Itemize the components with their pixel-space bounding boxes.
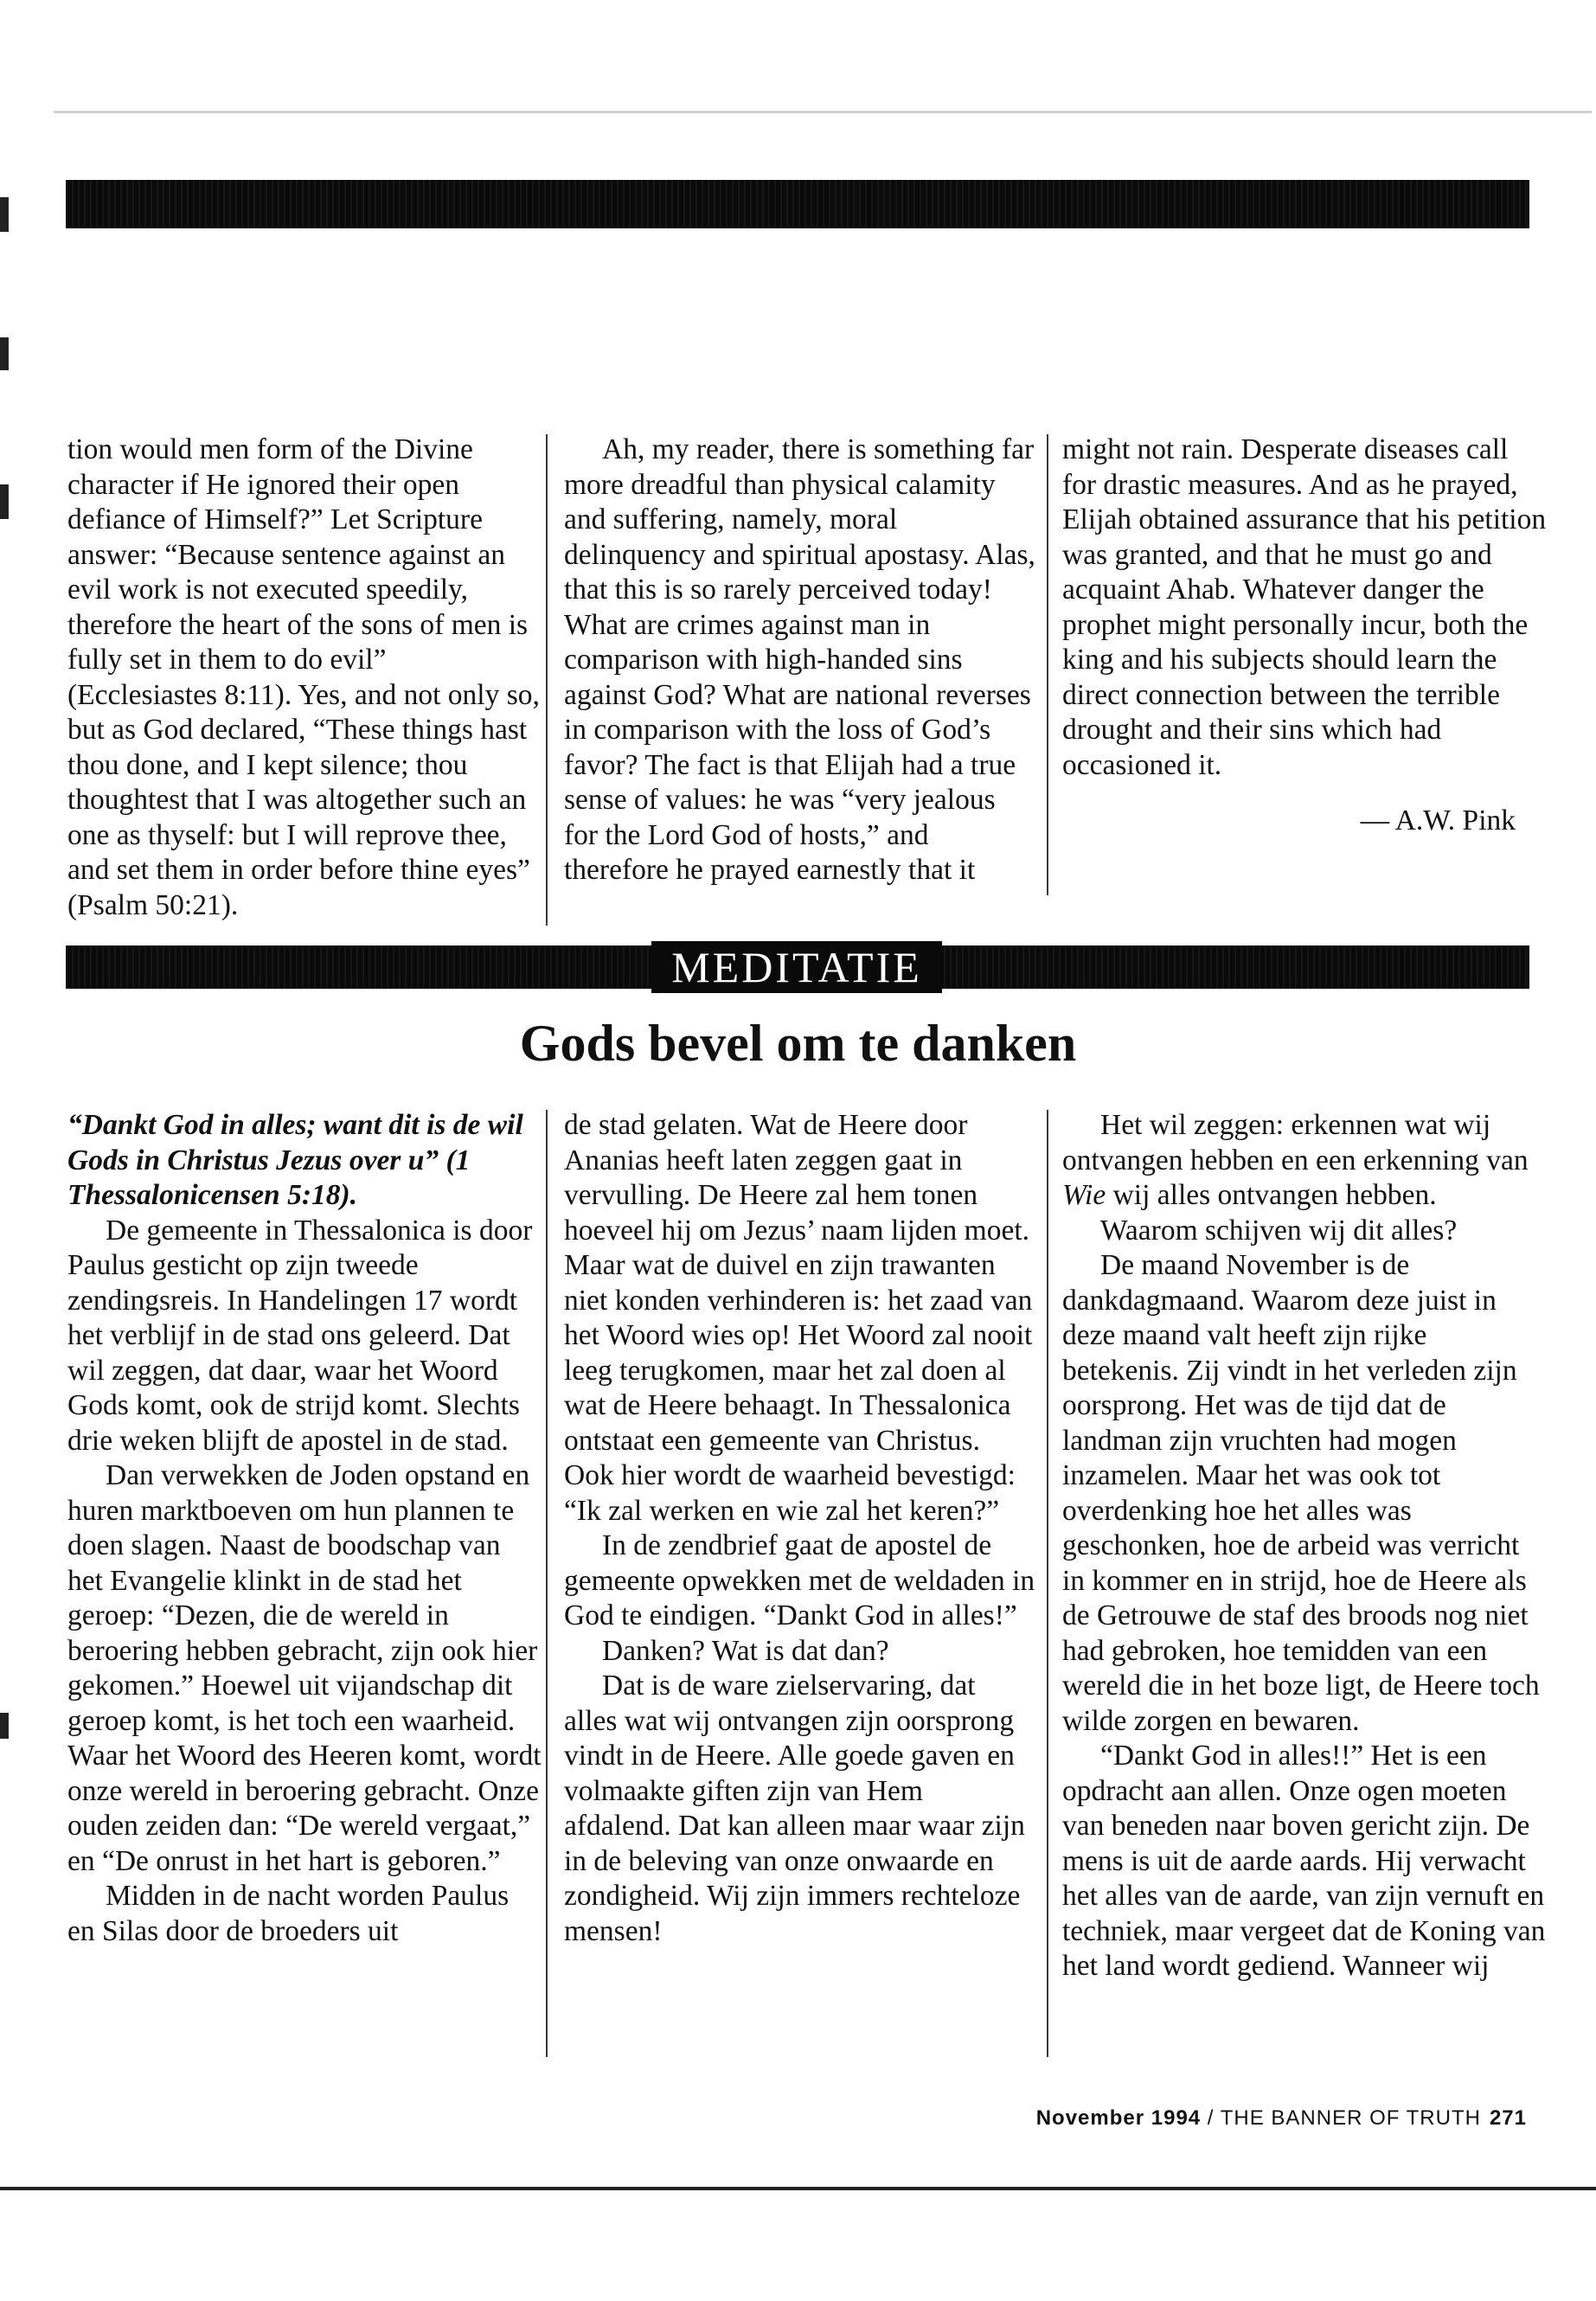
emphasis-word: Wie [1062,1179,1106,1211]
paragraph: Dat is de ware zielservaring, dat alles wat wij ontvangen zijn oorsprong vindt in de Heere. Alle goede gaven en volmaakte giften zijn van Hem afdalend. Dat kan alleen maar waar zijn in de beleving van onze onwaarde en zondigheid. Wij zijn immers rechteloze mensen! [564,1670,1025,1947]
meditation-headline: Gods bevel om te danken [519,1015,1077,1072]
article-column-1 [67,433,542,923]
column-rule [1047,434,1048,895]
scan-edge-marks [0,0,10,2301]
meditation-column-1 [67,1108,542,1949]
footer-date: November 1994 [1035,2106,1202,2130]
top-rule [54,111,1592,113]
footer-separator: / [1201,2106,1221,2130]
paragraph: De gemeente in Thessalonica is door Paulus gesticht op zijn tweede zendingsreis. In Handelingen 17 wordt het verblijf in de stad ons geleerd. Dat wil zeggen, dat daar, waar het Woord Gods komt, ook de strijd komt. Slechts drie weken blijft de apostel in de stad. [67,1214,533,1457]
author-signature: — A.W. Pink [1360,804,1516,836]
text-run: wij alles ontvangen hebben. [1106,1179,1437,1211]
column-rule [546,1110,548,2057]
text-run: Het wil zeggen: erkennen wat wij ontvangen hebben en een erkenning van [1062,1109,1529,1176]
section-label: MEDITATIE [651,941,942,993]
article-col1-text: tion would men form of the Divine character if He ignored their open defiance of Himself?” Let Scripture answer: “Because sentence against an evil work is not executed speedily, therefore the heart of the sons of men is fully set in them to do evil” (Ecclesiastes 8:11). Yes, and not only so, but as God declared, “These things hast thou done, and I kept silence; thou thoughtest that I was altogether such an one as thyself: but I will reprove thee, and set them in order before thine eyes” (Psalm 50:21). [67,433,540,921]
paragraph: “Dankt God in alles!!” Het is een opdracht aan allen. Onze ogen moeten van beneden naar boven gericht zijn. De mens is uit de aarde aards. Hij verwacht het alles van de aarde, van zijn vernuft en techniek, maar vergeet dat de Koning van het land wordt gediend. Wanneer wij [1062,1740,1546,1982]
paragraph: de stad gelaten. Wat de Heere door Ananias heeft laten zeggen gaat in vervulling. De Heere zal hem tonen hoeveel hij om Jezus’ naam lijden moet. Maar wat de duivel en zijn trawanten niet konden verhinderen is: het zaad van het Woord wies op! Het Woord zal nooit leeg terugkomen, maar het zal doen al wat de Heere behaagt. In Thessalonica ontstaat een gemeente van Christus. Ook hier wordt de waarheid bevestigd: “Ik zal werken en wie zal het keren?” [564,1109,1033,1527]
paragraph: Midden in de nacht worden Paulus en Silas door de broeders uit [67,1880,510,1947]
bottom-rule [0,2187,1596,2190]
page-number: 271 [1489,2106,1527,2130]
paragraph: Waarom schijven wij dit alles? [1100,1214,1458,1247]
top-black-band [66,180,1529,228]
article-column-3 [1062,433,1547,839]
column-rule [546,434,548,926]
paragraph: Danken? Wat is dat dan? [602,1634,889,1667]
article-column-2 [564,433,1035,888]
meditation-column-3 [1062,1108,1547,1984]
paragraph: De maand November is de dankdagmaand. Waarom deze juist in deze maand valt heeft zijn rijke betekenis. Zij vindt in het verleden zijn oorsprong. Het was de tijd dat de landman zijn vruchten had mogen inzamelen. Maar het was ook tot overdenking hoe het alles was geschonken, hoe de arbeid was verricht in kommer en in strijd, hoe de Heere als de Getrouwe de staf des broods nog niet had gebroken, hoe temidden van een wereld die in het boze ligt, de Heere toch wilde zorgen en bewaren. [1062,1249,1540,1737]
paragraph: In de zendbrief gaat de apostel de gemeente opwekken met de weldaden in God te eindigen. “Dankt God in alles!” [564,1529,1035,1631]
footer-publication: THE BANNER OF TRUTH [1220,2106,1481,2130]
scripture-quote: “Dankt God in alles; want dit is de wil Gods in Christus Jezus over u” (1 Thessalonicensen 5:18). [67,1109,523,1211]
paragraph [1062,1108,1547,1214]
column-rule [1047,1110,1048,2057]
page-footer [1036,2104,1527,2133]
article-col2-text: Ah, my reader, there is something far more dreadful than physical calamity and suffering, namely, moral delinquency and spiritual apostasy. Alas, that this is so rarely perceived today! What are crimes against man in comparison with high-handed sins against God? What are national reverses in comparison with the loss of God’s favor? The fact is that Elijah had a true sense of values: he was “very jealous for the Lord God of hosts,” and therefore he prayed earnestly that it [564,433,1035,886]
paragraph: Dan verwekken de Joden opstand en huren marktboeven om hun plannen te doen slagen. Naast de boodschap van het Evangelie klinkt in de stad het geroep: “Dezen, die de wereld in beroering hebben gebracht, zijn ook hier gekomen.” Hoewel uit vijandschap dit geroep komt, is het toch een waarheid. Waar het Woord des Heeren komt, wordt onze wereld in beroering gebracht. Onze ouden zeiden dan: “De wereld vergaat,” en “De onrust in het hart is geboren.” [67,1459,542,1877]
meditation-column-2 [564,1108,1035,1949]
article-col3-text: might not rain. Desperate diseases call for drastic measures. And as he prayed, Elijah obtained assurance that his petition was granted, and that he must go and acquaint Ahab. Whatever danger the prophet might personally incur, both the king and his subjects should learn the direct connection between the terrible drought and their sins which had occasioned it. [1062,433,1547,781]
